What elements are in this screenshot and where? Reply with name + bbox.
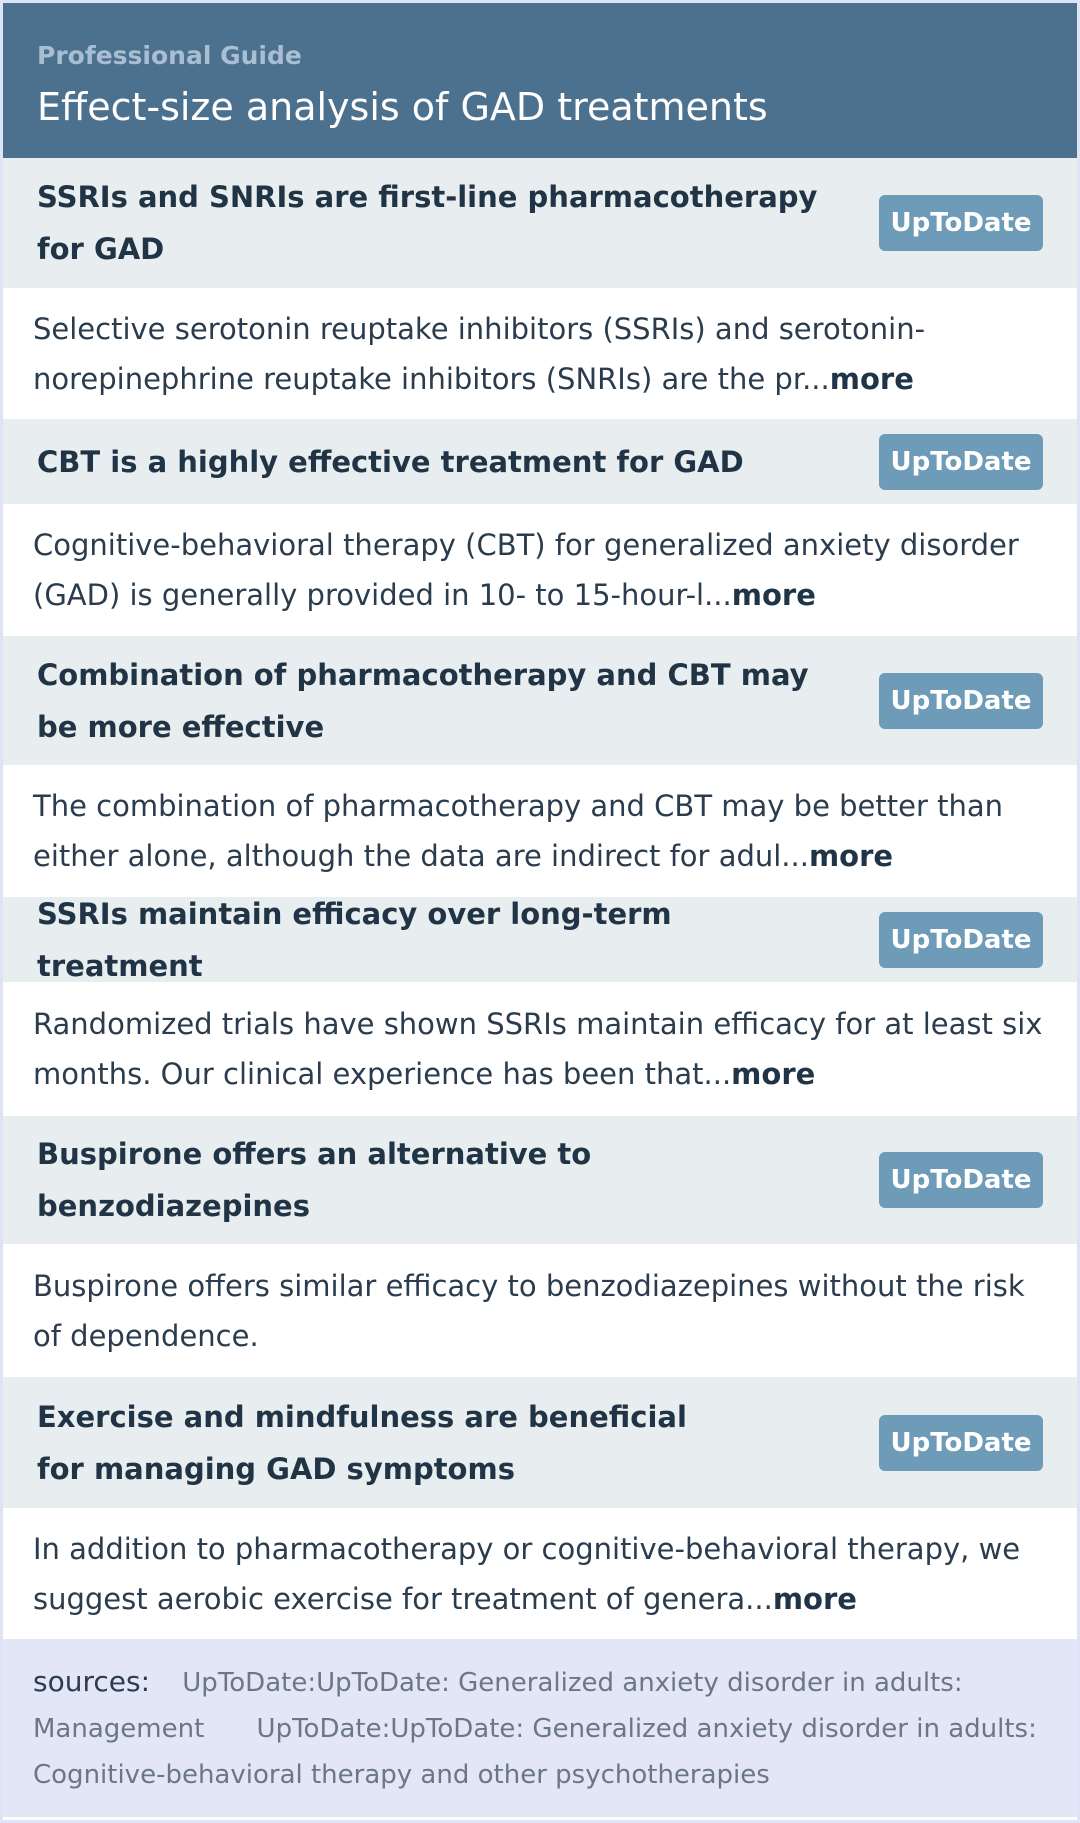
source-badge[interactable]: UpToDate	[879, 1415, 1043, 1471]
recommendation-summary	[3, 1244, 1077, 1377]
summary-text: Buspirone offers similar efficacy to benzodiazepines without the risk of dependence.	[33, 1268, 1025, 1353]
recommendation-summary	[3, 288, 1077, 419]
summary-text: Randomized trials have shown SSRIs maintain efficacy for at least six months. Our clinical experience has been that...	[33, 1007, 1043, 1091]
recommendation-title: SSRIs and SNRIs are first-line pharmacotherapy for GAD	[37, 180, 818, 266]
more-link[interactable]: more	[772, 1581, 857, 1616]
recommendation-title: Buspirone offers an alternative to benzodiazepines	[37, 1137, 592, 1223]
summary-text: The combination of pharmacotherapy and CBT may be better than either alone, although the data are indirect for adul...	[33, 789, 1003, 873]
recommendation-summary	[3, 982, 1077, 1116]
summary-text-block	[33, 781, 1047, 881]
recommendation-header	[3, 419, 1077, 504]
more-link[interactable]: more	[731, 1057, 816, 1091]
recommendation-header	[3, 636, 1077, 765]
recommendation-title: Exercise and mindfulness are beneficial for managing GAD symptoms	[37, 1399, 687, 1486]
source-badge[interactable]: UpToDate	[879, 1152, 1043, 1208]
page-title: Effect-size analysis of GAD treatments	[37, 85, 768, 129]
source-link[interactable]: UpToDate:UpToDate: Generalized anxiety disorder in adults: Cognitive-behavioral therapy and other psychotherapies	[33, 1714, 1037, 1790]
more-link[interactable]: more	[829, 361, 914, 396]
recommendation-header	[3, 1116, 1077, 1244]
recommendation-summary	[3, 1508, 1077, 1639]
guide-header	[3, 3, 1077, 158]
source-badge[interactable]: UpToDate	[879, 434, 1043, 490]
summary-text: Cognitive-behavioral therapy (CBT) for generalized anxiety disorder (GAD) is generally provided in 10- to 15-hour-l...	[33, 528, 1019, 612]
recommendation-header	[3, 1377, 1077, 1508]
recommendation-title: Combination of pharmacotherapy and CBT may be more effective	[37, 657, 809, 744]
source-badge[interactable]: UpToDate	[879, 912, 1043, 968]
guide-eyebrow: Professional Guide	[37, 41, 302, 70]
summary-text: In addition to pharmacotherapy or cognitive-behavioral therapy, we suggest aerobic exercise for treatment of genera...	[33, 1531, 1021, 1616]
summary-text-block	[33, 304, 1047, 404]
source-badge[interactable]: UpToDate	[879, 673, 1043, 729]
more-link[interactable]: more	[731, 578, 816, 612]
summary-text-block	[33, 1261, 1047, 1361]
recommendation-summary	[3, 765, 1077, 897]
recommendation-summary	[3, 504, 1077, 636]
more-link[interactable]: more	[808, 839, 894, 873]
guide-card	[3, 3, 1077, 1820]
sources-section	[3, 1639, 1077, 1817]
recommendation-title: CBT is a highly effective treatment for GAD	[37, 444, 744, 479]
summary-text: Selective serotonin reuptake inhibitors (SSRIs) and serotonin-norepinephrine reuptake inhibitors (SNRIs) are the pr...	[33, 311, 926, 396]
summary-text-block	[33, 1524, 1047, 1624]
recommendation-header	[3, 897, 1077, 982]
sources-label: sources:	[33, 1665, 151, 1698]
recommendation-title: SSRIs maintain efficacy over long-term treatment	[37, 896, 672, 983]
summary-text-block	[33, 520, 1047, 620]
source-badge[interactable]: UpToDate	[879, 195, 1043, 251]
recommendation-header	[3, 158, 1077, 288]
source-link[interactable]: UpToDate:UpToDate: Generalized anxiety disorder in adults: Management	[33, 1668, 963, 1744]
summary-text-block	[33, 999, 1047, 1099]
